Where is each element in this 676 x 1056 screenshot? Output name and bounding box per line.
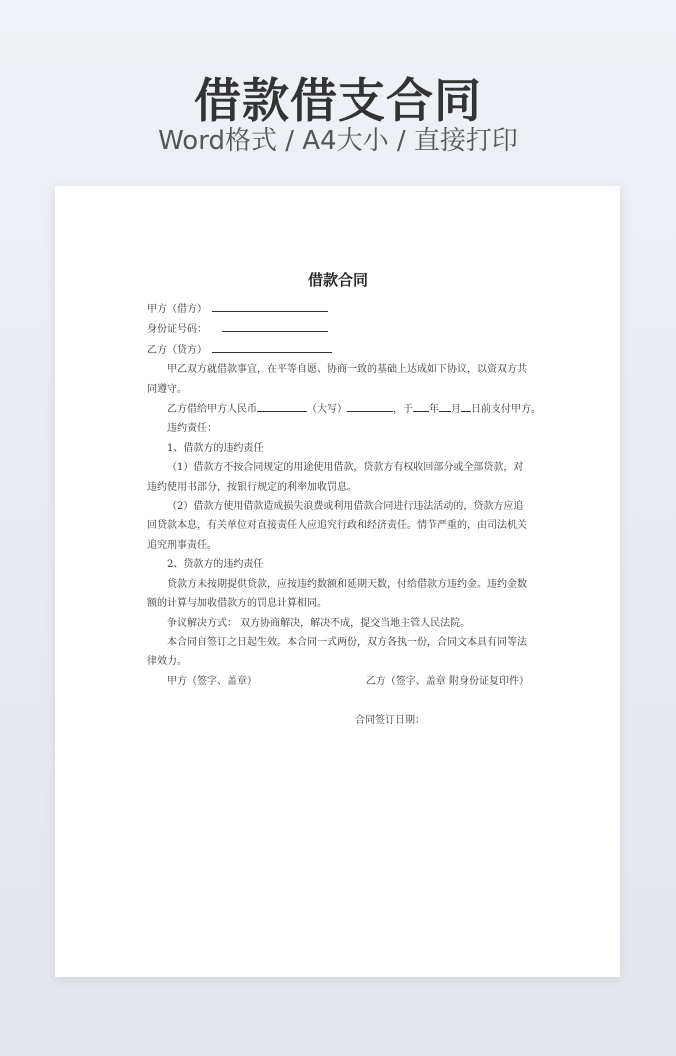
amount-words-blank xyxy=(347,399,393,412)
party-b-line xyxy=(147,340,529,360)
banner-title: 借款借支合同 xyxy=(194,74,482,129)
contract-title: 借款合同 xyxy=(307,271,368,289)
intro-paragraph: 甲乙双方就借款事宜，在平等自愿、协商一致的基础上达成如下协议，以资双方共同遵守。 xyxy=(147,364,527,395)
party-b-label: 乙方（贷方） xyxy=(147,344,207,356)
loan-amount-line xyxy=(147,399,541,419)
borrower-clause-1: （1）借款方不按合同规定的用途使用借款，贷款方有权收回部分或全部贷款，对违约使用书部分，按银行规定的利率加收罚息。 xyxy=(147,462,524,493)
banner-subtitle: Word格式 / A4大小 / 直接打印 xyxy=(158,126,518,156)
loan-text-6: 日前支付甲方。 xyxy=(471,404,541,416)
party-b-blank xyxy=(212,340,332,353)
party-a-signature: 甲方（签字、盖章） xyxy=(167,675,257,687)
year-blank xyxy=(413,399,429,412)
breach-heading: 违约责任： xyxy=(167,423,217,435)
loan-text-3: ，于 xyxy=(393,404,413,416)
amount-blank xyxy=(257,399,307,412)
loan-text-1: 乙方借给甲方人民币 xyxy=(167,404,257,416)
lender-clause-1: 贷款方未按期提供贷款，应按违约数额和延期天数，付给借款方违约金。违约金数额的计算与加收借款方的罚息计算相同。 xyxy=(147,578,527,610)
loan-text-4: 年 xyxy=(429,404,439,416)
document-page xyxy=(55,186,620,977)
id-number-blank xyxy=(222,319,328,332)
party-a-line xyxy=(147,299,529,319)
effectiveness-clause: 本合同自签订之日起生效。本合同一式两份，双方各执一份，合同文本具有同等法律效力。 xyxy=(147,636,527,668)
dispute-resolution: 争议解决方式： 双方协商解决，解决不成，提交当地主管人民法院。 xyxy=(167,617,471,629)
party-a-label: 甲方（借方） xyxy=(147,304,207,315)
borrower-breach-heading: 1、借款方的违约责任 xyxy=(167,442,264,454)
signature-row xyxy=(147,672,529,691)
signing-date: 合同签订日期： xyxy=(355,715,425,727)
day-blank xyxy=(461,399,471,412)
id-number-line xyxy=(147,319,529,339)
lender-breach-heading: 2、贷款方的违约责任 xyxy=(167,559,264,571)
month-blank xyxy=(439,399,451,412)
borrower-clause-2: （2）借款方使用借款造成损失浪费或利用借款合同进行违法活动的，贷款方应追回贷款本息，有关单位对直接责任人应追究行政和经济责任。情节严重的，由司法机关追究刑事责任。 xyxy=(147,501,527,551)
loan-text-5: 月 xyxy=(451,404,461,416)
id-number-label: 身份证号码： xyxy=(147,324,207,336)
party-a-blank xyxy=(212,299,328,312)
contract-body xyxy=(147,270,541,731)
party-b-signature: 乙方（签字、盖章 附身份证复印件） xyxy=(365,675,529,687)
loan-text-2: （大写） xyxy=(307,404,347,416)
